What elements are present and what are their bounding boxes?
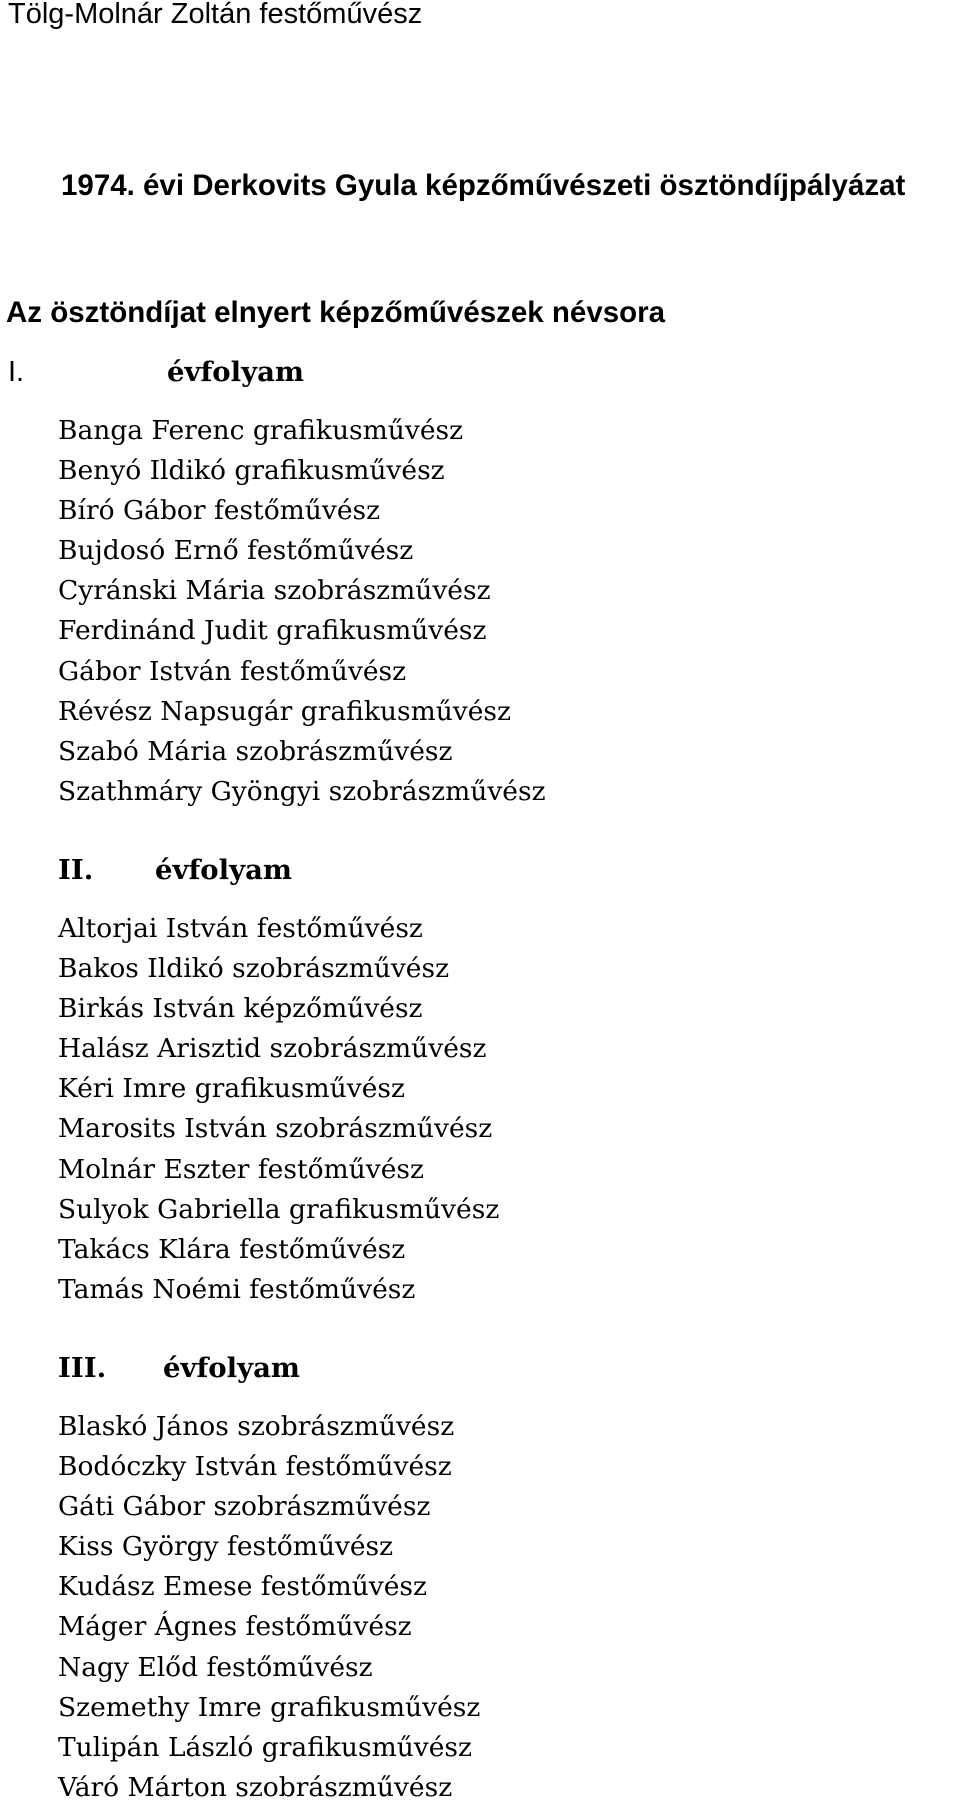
list-item: Kudász Emese festőművész <box>58 1571 427 1603</box>
list-item: Molnár Eszter festőművész <box>58 1153 424 1185</box>
list-item: Váró Márton szobrászművész <box>58 1771 453 1803</box>
document-subtitle: Az ösztöndíjat elnyert képzőművészek névsora <box>6 296 666 329</box>
section-heading <box>58 850 499 890</box>
list-item: Nagy Előd festőművész <box>58 1651 373 1683</box>
list-item: Révész Napsugár grafikusművész <box>58 695 511 727</box>
section-label: évfolyam <box>155 854 292 886</box>
section-year-3 <box>58 1348 480 1808</box>
list-item: Ferdinánd Judit grafikusművész <box>58 615 487 647</box>
list-item: Szathmáry Gyöngyi szobrászművész <box>58 775 546 807</box>
list-item: Bíró Gábor festőművész <box>58 495 381 527</box>
list-item: Gábor István festőművész <box>58 655 407 687</box>
author-line: Tölg-Molnár Zoltán festőművész <box>8 0 423 30</box>
list-item: Tamás Noémi festőművész <box>58 1273 416 1305</box>
list-item: Altorjai István festőművész <box>58 913 423 944</box>
list-item: Banga Ferenc grafikusművész <box>58 415 464 446</box>
list-item: Gáti Gábor szobrászművész <box>58 1491 431 1523</box>
list-item: Takács Klára festőművész <box>58 1233 406 1265</box>
list-item: Cyránski Mária szobrászművész <box>58 575 491 607</box>
list-item: Sulyok Gabriella grafikusművész <box>58 1193 500 1225</box>
document-title: 1974. évi Derkovits Gyula képzőművészeti ösztöndíjpályázat <box>61 169 906 202</box>
section-numeral: I. <box>8 356 25 388</box>
section-heading <box>58 1348 480 1388</box>
section-label: évfolyam <box>163 1352 300 1384</box>
list-item: Halász Arisztid szobrászművész <box>58 1033 487 1065</box>
section-numeral: III. <box>58 1352 107 1384</box>
list-item: Bodóczky István festőművész <box>58 1451 452 1483</box>
list-item: Kéri Imre grafikusművész <box>58 1073 405 1105</box>
section-label: évfolyam <box>167 356 304 388</box>
list-item: Máger Ágnes festőművész <box>58 1611 412 1643</box>
name-list <box>58 411 546 812</box>
name-list <box>58 1407 480 1808</box>
list-item: Blaskó János szobrászművész <box>58 1411 455 1442</box>
list-item: Bujdosó Ernő festőművész <box>58 535 414 567</box>
list-item: Szabó Mária szobrászművész <box>58 735 453 767</box>
list-item: Bakos Ildikó szobrászművész <box>58 953 450 985</box>
list-item: Kiss György festőművész <box>58 1531 394 1563</box>
list-item: Tulipán László grafikusművész <box>58 1731 472 1763</box>
list-item: Marosits István szobrászművész <box>58 1113 493 1145</box>
list-item: Birkás István képzőművész <box>58 993 423 1025</box>
section-year-2 <box>58 850 499 1310</box>
list-item: Benyó Ildikó grafikusművész <box>58 455 445 487</box>
section-numeral: II. <box>58 854 94 886</box>
name-list <box>58 909 499 1310</box>
list-item: Szemethy Imre grafikusművész <box>58 1691 481 1723</box>
